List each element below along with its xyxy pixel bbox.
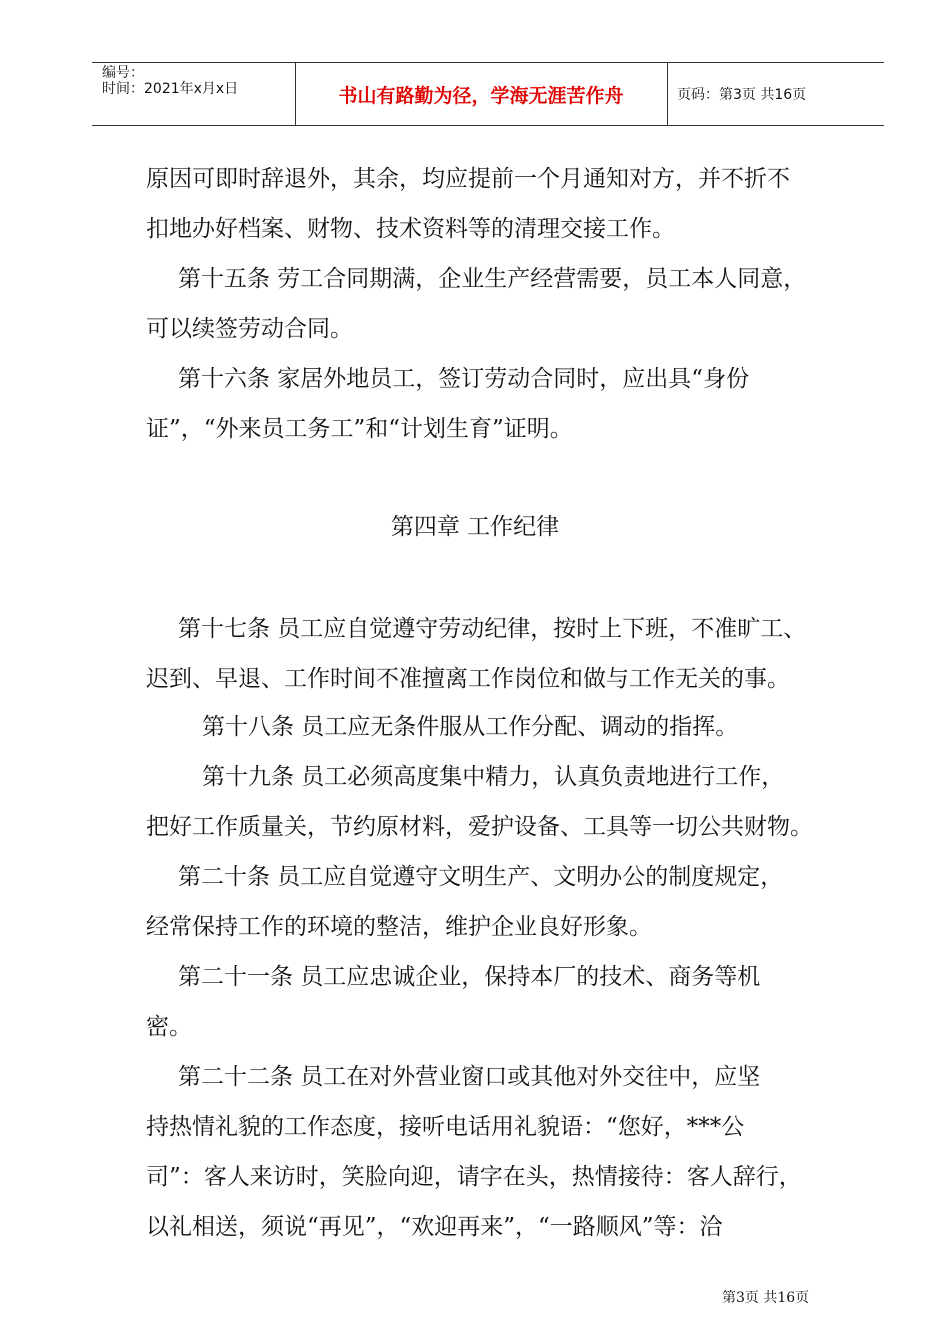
body-line: 原因可即时辞退外，其余，均应提前一个月通知对方，并不折不 xyxy=(146,166,790,192)
body-line: 密。 xyxy=(146,1014,192,1040)
page-footer-number: 第3页 共16页 xyxy=(722,1290,810,1306)
header-page-cell xyxy=(667,63,884,125)
body-line: 第十八条 员工应无条件服从工作分配、调动的指挥。 xyxy=(202,714,739,740)
body-line: 第二十条 员工应自觉遵守文明生产、文明办公的制度规定， xyxy=(178,864,784,890)
body-line: 证”，“外来员工务工”和“计划生育”证明。 xyxy=(146,416,573,442)
body-line: 扣地办好档案、财物、技术资料等的清理交接工作。 xyxy=(146,216,675,242)
body-line: 经常保持工作的环境的整洁，维护企业良好形象。 xyxy=(146,914,652,940)
header-motto: 书山有路勤为径，学海无涯苦作舟 xyxy=(338,84,624,107)
body-line: 迟到、早退、工作时间不准擅离工作岗位和做与工作无关的事。 xyxy=(146,666,790,692)
body-line: 第二十二条 员工在对外营业窗口或其他对外交往中，应坚 xyxy=(178,1064,761,1090)
document-code-label: 编号： xyxy=(102,65,144,81)
body-line: 第十九条 员工必须高度集中精力，认真负责地进行工作， xyxy=(202,764,785,790)
body-line: 以礼相送，须说“再见”，“欢迎再来”，“一路顺风”等：洽 xyxy=(146,1214,723,1240)
body-line: 第十六条 家居外地员工，签订劳动合同时，应出具“身份 xyxy=(178,366,750,392)
header-page-info: 页码：第3页 共16页 xyxy=(677,87,807,103)
body-line: 第十五条 劳工合同期满，企业生产经营需要，员工本人同意， xyxy=(178,266,807,292)
body-line: 可以续签劳动合同。 xyxy=(146,316,353,342)
body-line: 持热情礼貌的工作态度，接听电话用礼貌语：“您好，***公 xyxy=(146,1114,745,1140)
body-line: 第二十一条 员工应忠诚企业，保持本厂的技术、商务等机 xyxy=(178,964,761,990)
header-meta xyxy=(92,63,296,125)
body-line: 司”：客人来访时，笑脸向迎，请字在头，热情接待：客人辞行， xyxy=(146,1164,802,1190)
chapter-title: 第四章 工作纪律 xyxy=(390,514,560,540)
body-line: 把好工作质量关，节约原材料，爱护设备、工具等一切公共财物。 xyxy=(146,814,813,840)
document-time-label: 时间：2021年x月x日 xyxy=(102,81,239,97)
body-line: 第十七条 员工应自觉遵守劳动纪律，按时上下班，不准旷工、 xyxy=(178,616,807,642)
page-header xyxy=(92,62,884,126)
header-motto-cell xyxy=(295,63,668,125)
